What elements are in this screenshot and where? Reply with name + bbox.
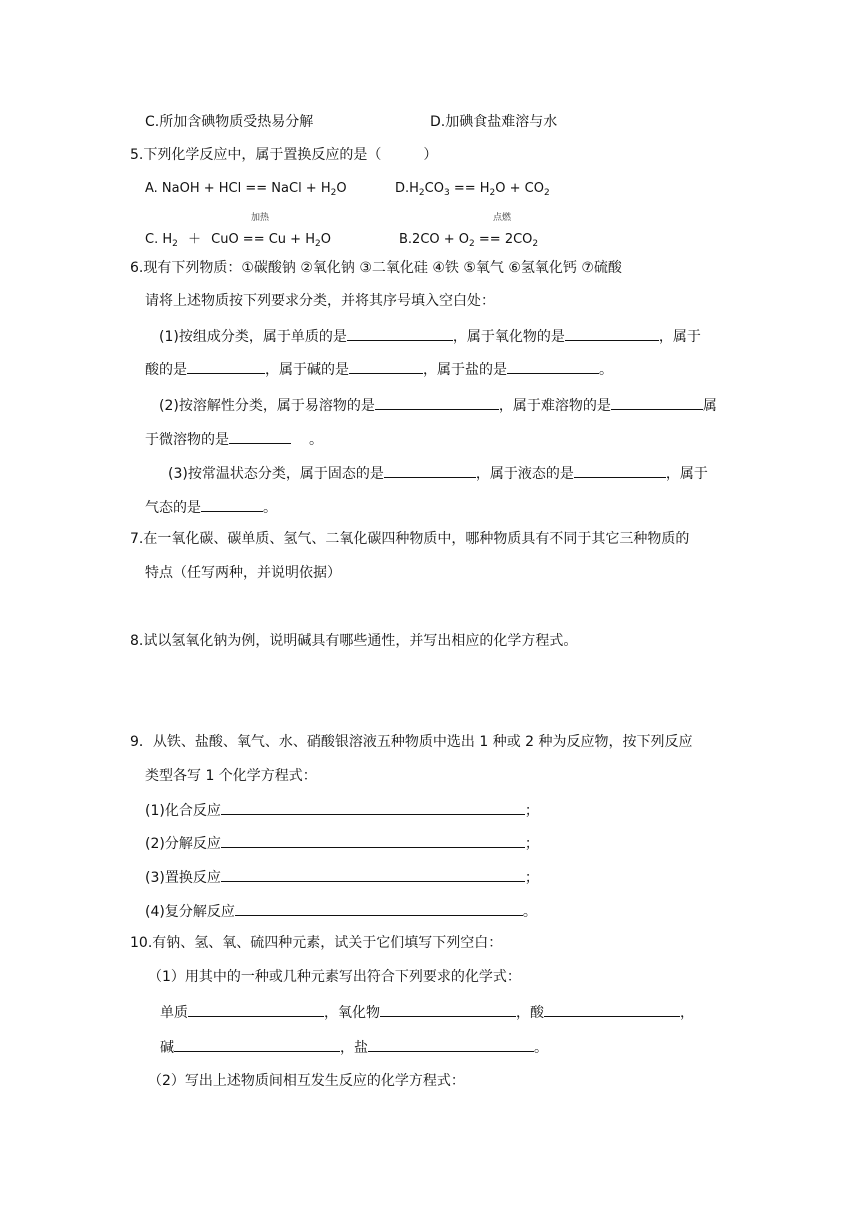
q6-slightly-soluble-blank[interactable] [229,429,291,444]
q5-condition-ignite: 点燃 [493,213,512,223]
q10-sub2: （2）写出上述物质间相互发生反应的化学方程式： [148,1073,465,1089]
q6-acid-label: 酸的是 [145,362,187,378]
q5-b-s2: 2 [532,239,539,249]
q6-p1-label: (1)按组成分类，属于单质的是 [159,329,347,345]
q6-acid-blank[interactable] [187,359,265,374]
q9-item4 [145,901,537,922]
q6-p3-belong: ，属于 [665,466,708,482]
q5-option-b [399,230,538,250]
q5-a-text: A. NaOH + HCl == NaCl + H [145,181,331,196]
q6-base-label: ，属于碱的是 [265,362,349,378]
q10-salt-blank[interactable] [368,1037,534,1052]
q5-c-t3: O [320,232,331,247]
q6-solid-blank[interactable] [384,463,476,478]
q9-combination-blank[interactable] [221,800,525,815]
q6-soluble-blank[interactable] [375,395,499,410]
q10-base-label: 碱 [160,1040,174,1056]
q9-item3-end: ； [524,870,539,886]
q6-part1-line2 [145,359,613,380]
q5-condition-heat: 加热 [251,213,270,223]
q10-line-b-end: 。 [534,1040,548,1056]
q9-line2: 类型各写 1 个化学方程式： [145,768,317,784]
q6-oxide-blank[interactable] [565,326,659,341]
q6-slightly-soluble-label: 于微溶物的是 [145,432,229,448]
q6-liquid-blank[interactable] [574,463,666,478]
q9-item4-end: 。 [522,904,537,920]
q5-option-d [395,179,550,199]
q6-p3-end: 。 [263,500,277,516]
q9-combination-label: (1)化合反应 [145,803,221,819]
q6-p1-oxide-label: ，属于氧化物的是 [452,329,565,345]
q6-stem: 6.现有下列物质：①碳酸钠 ②氧化钠 ③二氧化硅 ④铁 ⑤氧气 ⑥氢氧化钙 ⑦硫酸 [130,260,622,276]
q6-base-blank[interactable] [349,359,423,374]
q9-decomposition-blank[interactable] [221,833,525,848]
q6-intro: 请将上述物质按下列要求分类，并将其序号填入空白处： [145,293,495,309]
q6-liquid-label: ，属于液态的是 [475,466,574,482]
q9-decomposition-label: (2)分解反应 [145,836,221,852]
q10-acid-label: ，酸 [516,1005,544,1021]
q6-part3-line1 [168,463,708,484]
q5-c-s1: 2 [172,239,178,249]
q5-stem: 5.下列化学反应中，属于置换反应的是（ ） [130,147,438,163]
q5-option-a [145,179,347,199]
q5-d-s2: 3 [443,188,450,198]
q5-b-s1: 2 [469,239,475,249]
q5-option-c [145,230,331,250]
q10-line-a-end: ， [680,1005,694,1021]
q6-p1-belong: ，属于 [658,329,701,345]
q9-line1: 9．从铁、盐酸、氧气、水、硝酸银溶液五种物质中选出 1 种或 2 种为反应物，按下列反应 [130,734,693,750]
q6-p2-label: (2)按溶解性分类，属于易溶物的是 [159,398,375,414]
q6-p2-belong: 属 [702,398,717,414]
q5-d-t1: D.H [395,181,419,196]
q10-element-label: 单质 [160,1005,188,1021]
q9-item2-end: ； [524,836,539,852]
q5-c-s2: 2 [314,239,321,249]
q9-double-replacement-label: (4)复分解反应 [145,904,235,920]
q5-c-t2: CuO == Cu + H [211,232,315,247]
q10-stem: 10.有钠、氢、氧、硫四种元素，试关于它们填写下列空白： [130,935,503,951]
q5-c-t1: C. H [145,232,173,247]
q6-salt-blank[interactable] [507,359,599,374]
q4-option-c: C.所加含碘物质受热易分解 [145,114,314,130]
q9-item1 [145,800,539,821]
q5-b-t2: == 2CO [474,232,533,247]
q5-b-t1: B.2CO + O [399,232,470,247]
q6-gas-blank[interactable] [201,497,263,512]
q10-acid-blank[interactable] [544,1002,680,1017]
q6-p2-end: 。 [309,432,323,448]
q7-line2: 特点（任写两种，并说明依据） [145,565,341,581]
q9-double-replacement-blank[interactable] [235,901,523,916]
q7-line1: 7.在一氧化碳、碳单质、氢气、二氧化碳四种物质中，哪种物质具有不同于其它三种物质的 [130,531,690,547]
q10-element-blank[interactable] [188,1002,324,1017]
q9-item2 [145,833,539,854]
q10-oxide-label: ，氧化物 [324,1005,380,1021]
q6-part2-line2 [145,429,323,450]
q5-d-s1: 2 [418,188,425,198]
q5-a-sub: 2 [330,188,337,198]
q6-element-blank[interactable] [347,326,453,341]
q5-a-text2: O [336,181,347,196]
q6-salt-label: ，属于盐的是 [423,362,507,378]
q5-d-s4: 2 [543,188,550,198]
q5-d-t2: CO [424,181,444,196]
q5-d-t3: == H [449,181,490,196]
q10-line-b [160,1037,548,1058]
q9-replacement-blank[interactable] [221,867,525,882]
q6-part3-line2 [145,497,277,518]
q5-d-t4: O + CO [495,181,544,196]
q6-insoluble-blank[interactable] [611,395,703,410]
q4-option-d: D.加碘食盐难溶与水 [430,114,558,130]
q6-gas-label: 气态的是 [145,500,201,516]
q6-part2-line1 [159,395,717,416]
q5-d-s3: 2 [489,188,496,198]
q8-line1: 8.试以氢氧化钠为例，说明碱具有哪些通性，并写出相应的化学方程式。 [130,633,578,649]
q10-base-blank[interactable] [174,1037,340,1052]
q6-part1-line1 [159,326,701,347]
q5-c-plus: ＋ [183,232,206,247]
q10-line-a [160,1002,694,1023]
q6-p3-label: (3)按常温状态分类，属于固态的是 [168,466,384,482]
q9-replacement-label: (3)置换反应 [145,870,221,886]
q6-insoluble-label: ，属于难溶物的是 [498,398,611,414]
q9-item3 [145,867,539,888]
q10-salt-label: ，盐 [340,1040,368,1056]
q10-sub1: （1）用其中的一种或几种元素写出符合下列要求的化学式： [148,969,521,985]
q10-oxide-blank[interactable] [380,1002,516,1017]
q6-p1-end: 。 [599,362,613,378]
q9-item1-end: ； [524,803,539,819]
